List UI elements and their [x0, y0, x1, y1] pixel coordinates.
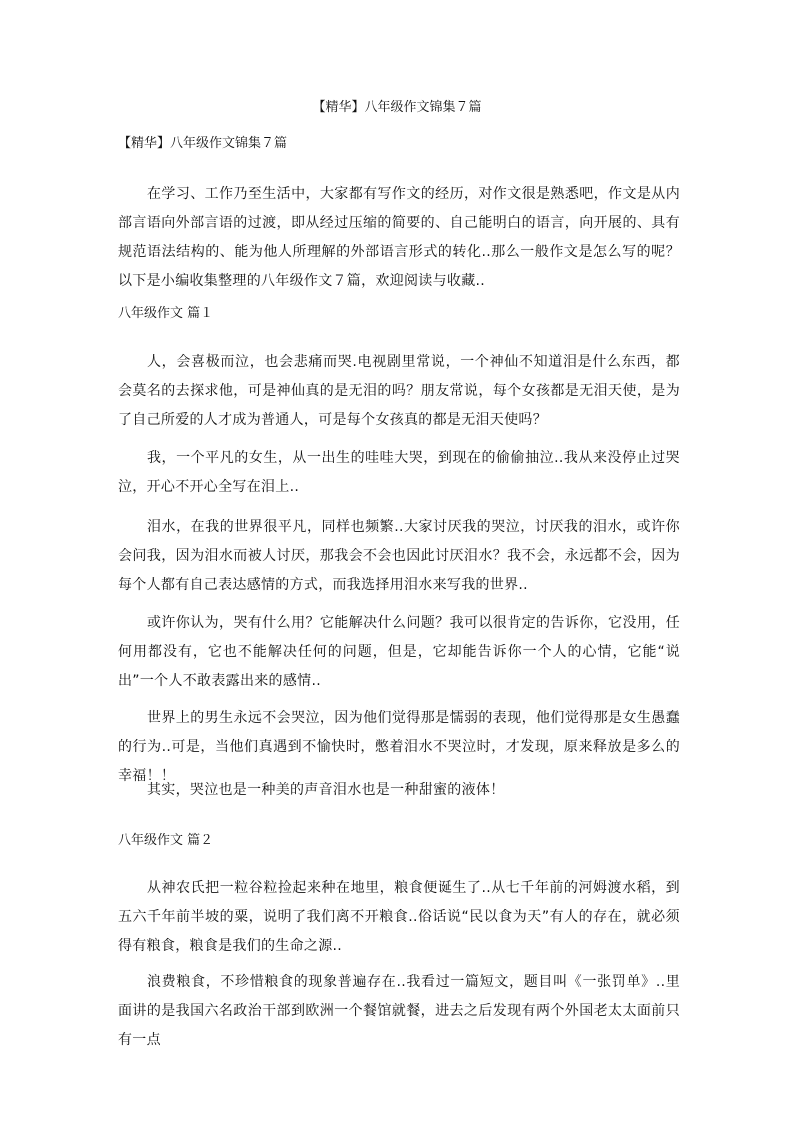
section-heading-1: 八年级作文 篇１: [118, 306, 214, 321]
section-1-paragraph-1: 人，会喜极而泣，也会悲痛而哭.电视剧里常说，一个神仙不知道泪是什么东西，都会莫名的去探求他，可是神仙真的是无泪的吗？朋友常说，每个女孩都是无泪天使，是为了自己所爱的人才成为普通人，可是每个女孩真的都是无泪天使吗？: [118, 354, 680, 428]
section-1-paragraph-5: 世界上的男生永远不会哭泣，因为他们觉得那是懦弱的表现，他们觉得那是女生愚蠢的行为..可是，当他们真遇到不愉快时，憋着泪水不哭泣时，才发现，原来释放是多么的幸福！！: [118, 710, 680, 784]
intro-paragraph: 在学习、工作乃至生活中，大家都有写作文的经历，对作文很是熟悉吧，作文是从内部言语向外部言语的过渡，即从经过压缩的简要的、自己能明白的语言，向开展的、具有规范语法结构的、能为他人所理解的外部语言形式的转化..那么一般作文是怎么写的呢？以下是小编收集整理的八年级作文７篇，欢迎阅读与收藏..: [118, 186, 680, 289]
section-1-paragraph-6: 其实，哭泣也是一种美的声音泪水也是一种甜蜜的液体！: [147, 782, 505, 798]
section-1-paragraph-3: 泪水，在我的世界很平凡，同样也频繁..大家讨厌我的哭泣，讨厌我的泪水，或许你会问我，因为泪水而被人讨厌，那我会不会也因此讨厌泪水？我不会，永远都不会，因为每个人都有自己表达感情的方式，而我选择用泪水来写我的世界..: [118, 519, 680, 593]
section-2-paragraph-1: 从神农氏把一粒谷粒捡起来种在地里，粮食便诞生了..从七千年前的河姆渡水稻，到五六千年前半坡的粟，说明了我们离不开粮食..俗话说“民以食为天”有人的存在，就必须得有粮食，粮食是我们的生命之源..: [118, 880, 680, 954]
section-2-paragraph-2: 浪费粮食，不珍惜粮食的现象普遍存在..我看过一篇短文，题目叫《一张罚单》..里面讲的是我国六名政治干部到欧洲一个餐馆就餐，进去之后发现有两个外国老太太面前只有一点: [118, 974, 680, 1048]
section-1-paragraph-2: 我，一个平凡的女生，从一出生的哇哇大哭，到现在的偷偷抽泣..我从来没停止过哭泣，开心不开心全写在泪上..: [118, 450, 680, 495]
document-subtitle: 【精华】八年级作文锦集７篇: [118, 136, 288, 151]
document-title: 【精华】八年级作文锦集７篇: [312, 100, 482, 115]
section-1-paragraph-4: 或许你认为，哭有什么用？它能解决什么问题？我可以很肯定的告诉你，它没用，任何用都没有，它也不能解决任何的问题，但是，它却能告诉你一个人的心情，它能“说出”一个人不敢表露出来的感情..: [118, 615, 680, 689]
section-heading-2: 八年级作文 篇２: [118, 833, 214, 848]
